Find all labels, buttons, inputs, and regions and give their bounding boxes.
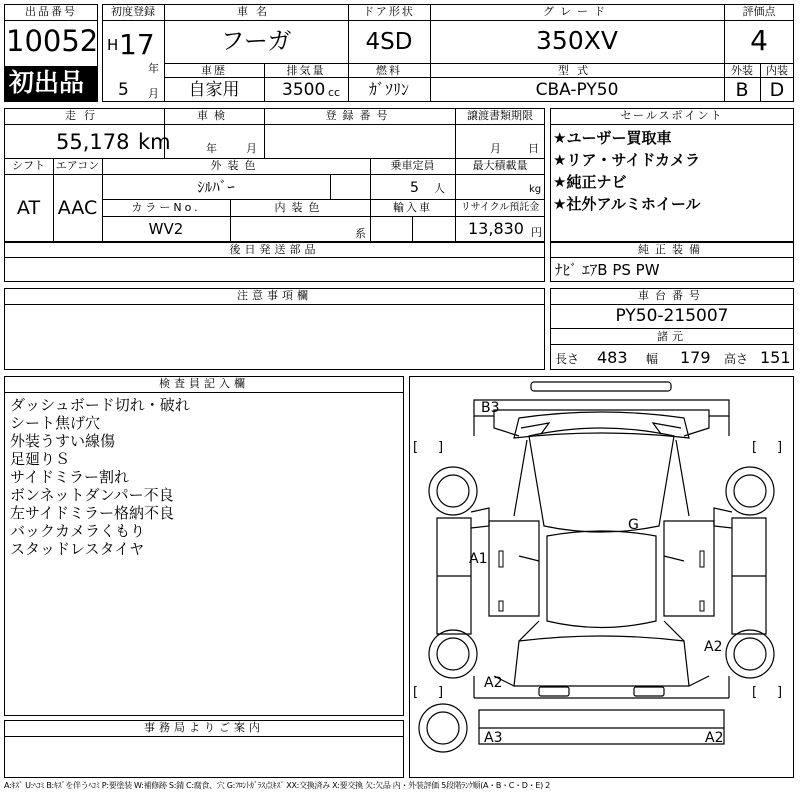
mark-a1: A1	[469, 551, 488, 567]
car-name: フーガ	[220, 27, 292, 55]
length-label: 長さ	[555, 352, 580, 366]
grade: 350XV	[536, 26, 618, 55]
grade-label: グレード	[543, 5, 611, 18]
displacement-label: 排気量	[286, 64, 326, 77]
capacity-unit: 人	[434, 182, 445, 195]
ext-color-label: 外装色	[210, 159, 262, 172]
mark-g: G	[628, 517, 639, 533]
score-label: 評価点	[742, 5, 776, 18]
inspector-line-9: スタッドレスタイヤ	[10, 540, 145, 558]
int-color-label: 内装色	[274, 201, 326, 214]
shift-label: シフト	[12, 159, 45, 172]
inspector-line-2: シート焦げ穴	[10, 414, 101, 432]
car-diagram	[409, 376, 794, 778]
inspection-year-unit: 年	[206, 142, 217, 155]
history: 自家用	[188, 80, 240, 100]
length-value: 483	[597, 348, 628, 367]
notes-label: 注意事項欄	[237, 289, 312, 302]
inspection-month-unit: 月	[246, 142, 257, 155]
cc-unit: cc	[328, 86, 341, 99]
displacement: 3500	[282, 80, 326, 100]
door-label: ドア形状	[363, 5, 415, 18]
bracket-right-bottom-r: ]	[777, 685, 783, 700]
bracket-right-bottom: ]	[438, 685, 444, 700]
transfer-label: 譲渡書類期限	[467, 109, 533, 122]
inspector-line-5: サイドミラー割れ	[10, 468, 129, 486]
model-label: 型式	[558, 64, 596, 77]
mark-a2-bottom: A2	[705, 730, 724, 746]
color-no-label: カラーNo.	[131, 201, 201, 214]
bracket-left-top: [	[413, 440, 419, 455]
fuel: ｶﾞｿﾘﾝ	[368, 80, 409, 99]
equipment-value: ﾅﾋﾞ ｴｱB PS PW	[555, 261, 660, 279]
lot-label: 出品番号	[25, 5, 77, 18]
int-color-unit: 系	[355, 227, 366, 240]
load-unit: kg	[529, 184, 542, 195]
sales-point-4: ★社外アルミホイール	[553, 195, 701, 213]
first-listing-text: 初出品	[9, 68, 85, 97]
km-unit: km	[138, 130, 171, 154]
era: H	[107, 36, 119, 54]
history-label: 車歴	[201, 64, 227, 77]
bracket-right-top-r: ]	[777, 440, 783, 455]
dims-label: 諸元	[657, 330, 687, 343]
sales-point-3: ★純正ナビ	[553, 173, 627, 191]
ac-label: エアコン	[55, 159, 100, 172]
inspector-line-4: 足廻りＳ	[10, 450, 71, 468]
info-table	[4, 108, 545, 242]
month-unit: 月	[148, 87, 159, 100]
width-value: 179	[680, 348, 711, 367]
exterior-label: 外装	[731, 64, 753, 77]
legend: A:ｷｽﾞ U:ﾍｺﾐ B:ｷｽﾞを伴うﾍｺﾐ P:要塗装 W:補修跡 S:錆 C:腐食、穴 G:ﾌﾛﾝﾄｶﾞﾗｽ点ｷｽﾞ XX:交換済み X:要交換 欠:欠品 内・外装評価 5段階ﾗﾝｸ順(A・B・C・D・E) 2	[4, 781, 550, 790]
score: 4	[750, 24, 768, 57]
plate-label: 登録番号	[325, 109, 394, 122]
recycle: 13,830	[468, 219, 524, 238]
later-parts-label: 後日発送部品	[229, 243, 320, 256]
office-label: 事務局よりご案内	[144, 721, 264, 734]
car-name-label: 車名	[237, 5, 275, 18]
color-no: WV2	[148, 220, 184, 238]
chassis-label: 車台番号	[638, 289, 706, 302]
year-unit: 年	[148, 62, 159, 75]
bracket-left-bottom-r: [	[752, 685, 758, 700]
sales-point-1: ★ユーザー買取車	[553, 129, 672, 147]
import-label: 輸入車	[393, 201, 432, 214]
shift: AT	[16, 197, 41, 219]
fuel-label: 燃料	[376, 64, 402, 77]
inspector-line-3: 外装うすい線傷	[10, 432, 116, 450]
reg-year: 17	[119, 28, 155, 61]
ext-color: ｼﾙﾊﾞｰ	[197, 178, 235, 196]
transfer-month: 月	[490, 142, 501, 155]
mark-a2-right: A2	[704, 639, 723, 655]
interior-grade: D	[769, 79, 785, 101]
mark-a3: A3	[484, 730, 503, 746]
lot-number: 10052	[6, 24, 99, 58]
width-label: 幅	[646, 352, 659, 366]
height-value: 151	[760, 348, 791, 367]
bracket-left-bottom: [	[413, 685, 419, 700]
bracket-left-top-r: [	[752, 440, 758, 455]
exterior-grade: B	[735, 79, 749, 101]
yen-unit: 円	[531, 226, 542, 239]
mileage: 55,178	[56, 130, 130, 154]
sales-points-label: セールスポイント	[620, 109, 724, 122]
reg-month: 5	[118, 80, 129, 100]
model: CBA-PY50	[535, 80, 619, 100]
mileage-label: 走行	[65, 109, 103, 122]
height-label: 高さ	[724, 352, 749, 366]
capacity: 5	[410, 180, 419, 196]
equipment-label: 純正装備	[638, 243, 706, 256]
mark-a2-left: A2	[484, 675, 503, 691]
inspector-line-8: バックカメラくもり	[10, 522, 146, 540]
bracket-right-top: ]	[438, 440, 444, 455]
sales-point-2: ★リア・サイドカメラ	[553, 151, 700, 169]
inspector-line-1: ダッシュボード切れ・破れ	[10, 396, 190, 414]
recycle-label: リサイクル預託金	[460, 202, 540, 213]
transfer-day: 日	[528, 142, 539, 155]
mark-b3: B3	[481, 400, 500, 416]
chassis-number: PY50-215007	[615, 306, 729, 326]
door: 4SD	[365, 29, 413, 55]
inspection-label: 車検	[197, 109, 231, 122]
interior-label: 内装	[766, 64, 788, 77]
inspector-line-7: 左サイドミラー格納不良	[10, 504, 174, 522]
inspector-line-6: ボンネットダンパー不良	[10, 486, 174, 504]
load-label: 最大積載量	[472, 159, 528, 172]
reg-label: 初度登録	[111, 5, 155, 18]
ac: AAC	[57, 197, 98, 219]
capacity-label: 乗車定員	[390, 159, 435, 172]
inspector-label: 検査員記入欄	[159, 377, 249, 390]
